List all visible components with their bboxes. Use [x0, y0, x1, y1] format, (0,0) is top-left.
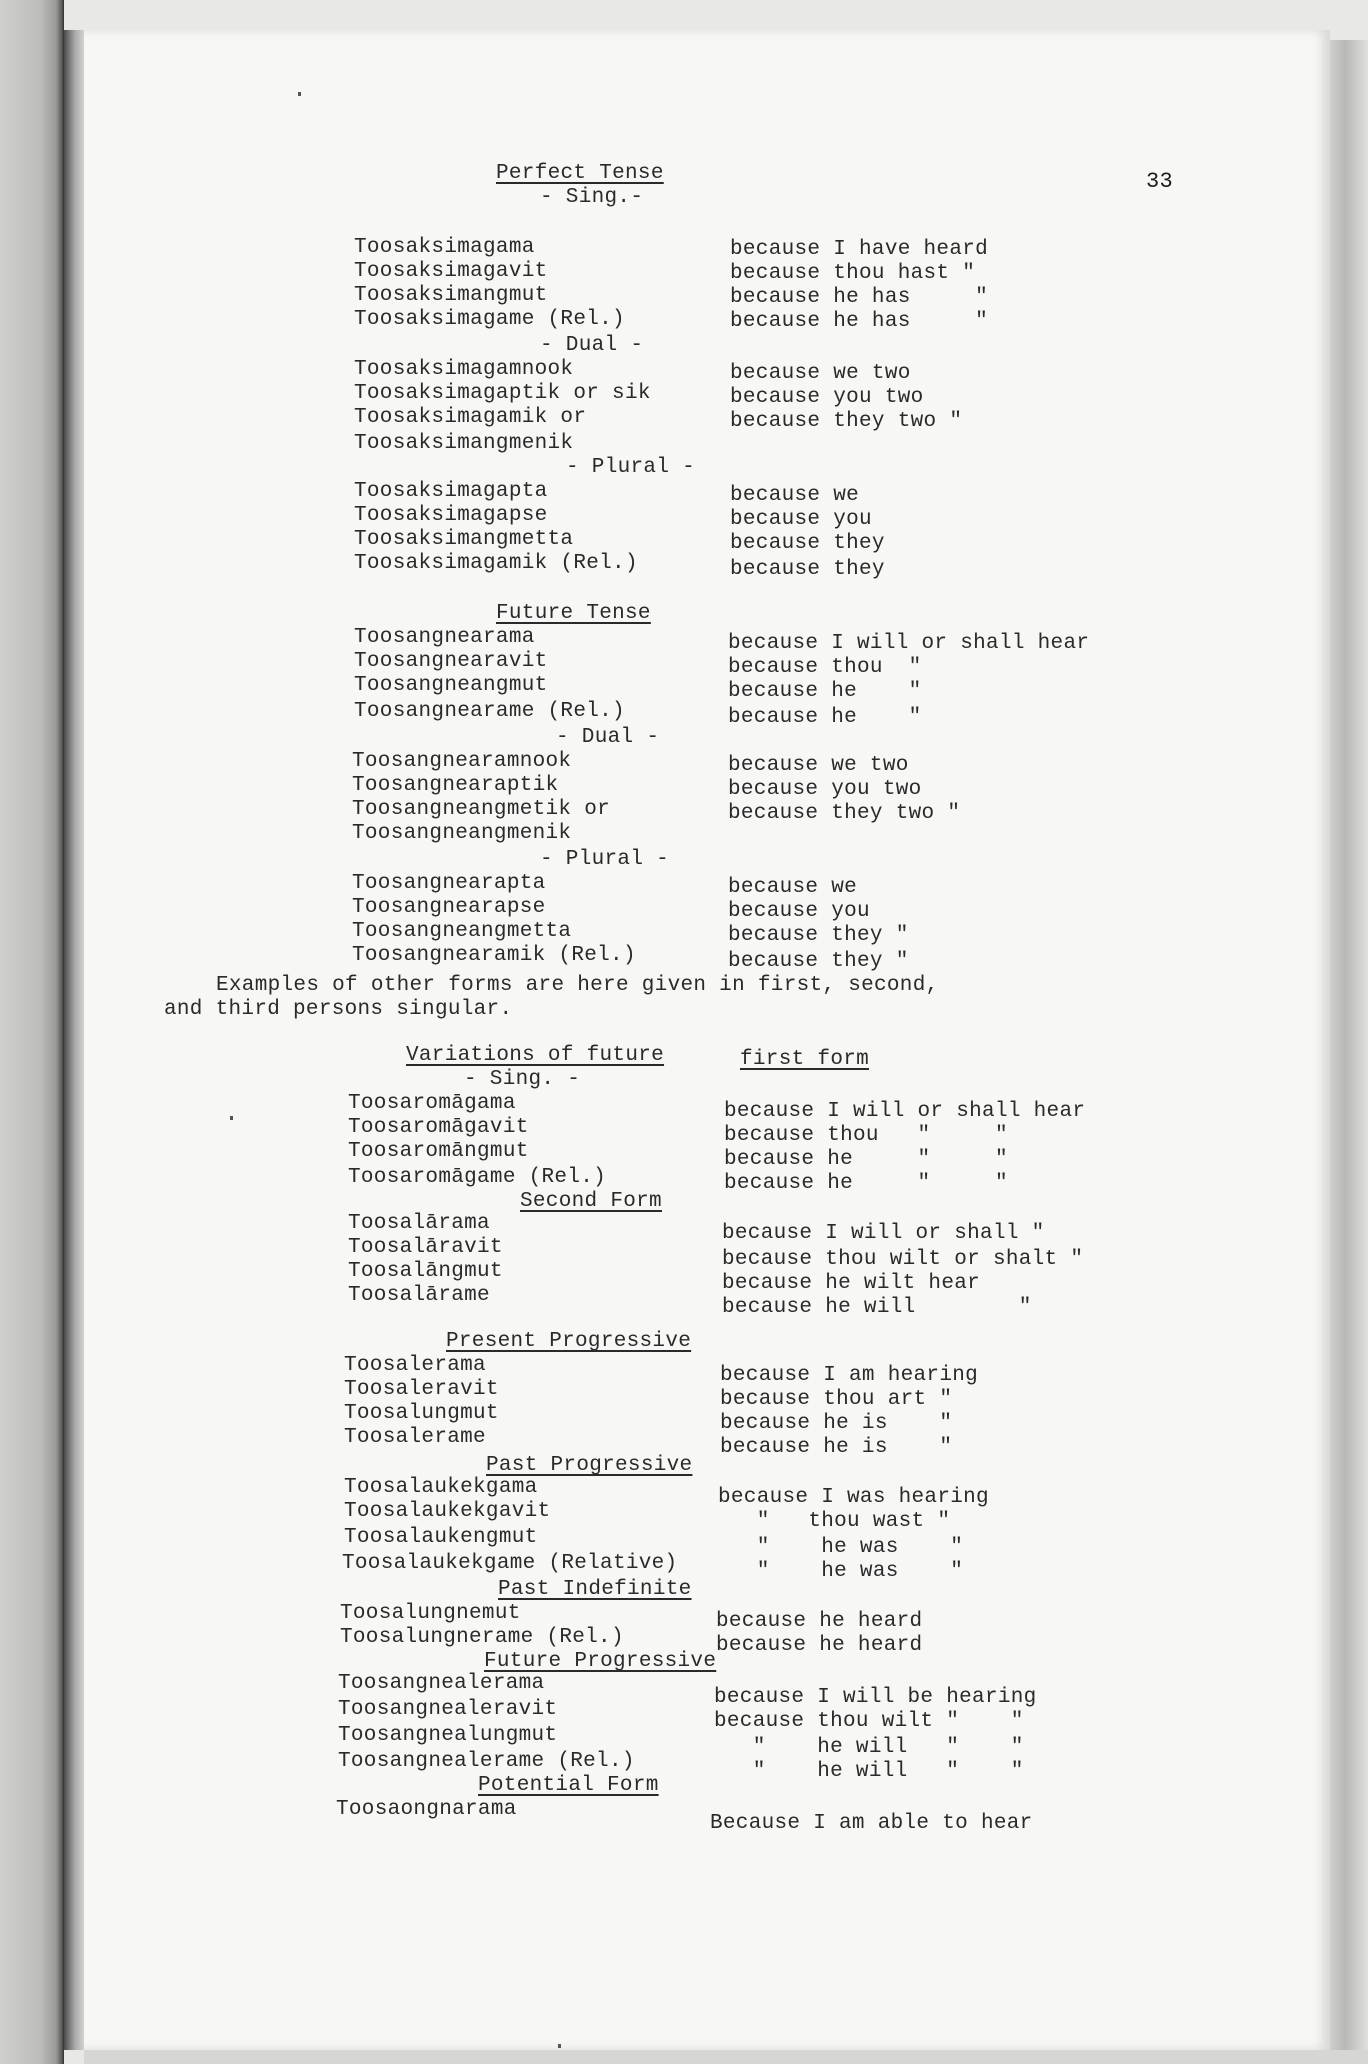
- subheading: - Plural -: [566, 456, 696, 479]
- verb-form: Toosangnearamnook: [352, 750, 572, 773]
- translation: because I will or shall hear: [724, 1100, 1086, 1123]
- translation: because he will ": [722, 1296, 1032, 1319]
- scanner-left-margin: [0, 0, 64, 2064]
- section-title: first form: [740, 1048, 870, 1071]
- verb-form: Toosalungnemut: [340, 1602, 521, 1625]
- verb-form: Toosalerama: [344, 1354, 486, 1377]
- section-title: Present Progressive: [446, 1330, 692, 1353]
- verb-form: Toosaongnarama: [336, 1798, 517, 1821]
- page-stack-edge: [1330, 40, 1368, 2050]
- translation: " he was ": [718, 1560, 964, 1583]
- section-title: Past Progressive: [486, 1454, 693, 1477]
- verb-form: Toosaksimagama: [354, 236, 535, 259]
- verb-form: Toosangnealungmut: [338, 1724, 558, 1747]
- section-title: Perfect Tense: [496, 162, 664, 185]
- translation: because I was hearing: [718, 1486, 989, 1509]
- speck: [230, 1116, 233, 1120]
- speck: [298, 92, 301, 96]
- translation: because thou hast ": [730, 262, 976, 285]
- verb-form: Toosaromāngmut: [348, 1140, 529, 1163]
- verb-form: Toosalungnerame (Rel.): [340, 1626, 624, 1649]
- section-title: Potential Form: [478, 1774, 659, 1797]
- subheading: - Dual -: [556, 726, 660, 749]
- translation: because he " ": [724, 1172, 1008, 1195]
- verb-form: Toosaleravit: [344, 1378, 499, 1401]
- verb-form: Toosalaukengmut: [344, 1526, 538, 1549]
- subheading: - Sing. -: [464, 1068, 581, 1091]
- verb-form: Toosaksimagapse: [354, 504, 548, 527]
- speck: [558, 2044, 561, 2048]
- translation: because thou art ": [720, 1388, 953, 1411]
- verb-form: Toosaksimagapta: [354, 480, 548, 503]
- verb-form: Toosaromāgame (Rel.): [348, 1166, 607, 1189]
- paragraph-line: and third persons singular.: [164, 998, 513, 1021]
- translation: because he has ": [730, 286, 989, 309]
- verb-form: Toosalāravit: [348, 1236, 503, 1259]
- verb-form: Toosangnearame (Rel.): [354, 700, 625, 723]
- page-bottom-edge: [84, 2050, 1368, 2064]
- book-spine-shadow: [64, 30, 86, 2050]
- translation: because thou wilt or shalt ": [722, 1248, 1084, 1271]
- section-title: Past Indefinite: [498, 1578, 692, 1601]
- verb-form: Toosaromāgama: [348, 1092, 516, 1115]
- verb-form: Toosalāngmut: [348, 1260, 503, 1283]
- verb-form: Toosangnealeravit: [338, 1698, 558, 1721]
- translation: because you: [728, 900, 870, 923]
- verb-form: Toosangneangmut: [354, 674, 548, 697]
- verb-form: Toosangnearamik (Rel.): [352, 944, 636, 967]
- translation: because you two: [730, 386, 924, 409]
- subheading: - Dual -: [540, 334, 644, 357]
- translation: because I am hearing: [720, 1364, 979, 1387]
- translation: because they ": [728, 950, 909, 973]
- section-title: Future Progressive: [484, 1650, 717, 1673]
- translation: because he heard: [716, 1634, 923, 1657]
- translation: " thou wast ": [718, 1510, 951, 1533]
- translation: " he will " ": [714, 1736, 1024, 1759]
- verb-form: Toosaksimagame (Rel.): [354, 308, 625, 331]
- translation: because I will be hearing: [714, 1686, 1037, 1709]
- verb-form: Toosangnealerama: [338, 1672, 545, 1695]
- verb-form: Toosangnearama: [354, 626, 535, 649]
- verb-form: Toosalerame: [344, 1426, 486, 1449]
- verb-form: Toosaksimagavit: [354, 260, 548, 283]
- translation: because we: [728, 876, 858, 899]
- translation: because we two: [728, 754, 909, 777]
- verb-form: Toosaksimagamnook: [354, 358, 574, 381]
- translation: because they two ": [730, 410, 963, 433]
- translation: " he will " ": [714, 1760, 1024, 1783]
- translation: because they: [730, 558, 885, 581]
- subheading: - Plural -: [540, 848, 670, 871]
- translation: because you: [730, 508, 872, 531]
- verb-form: Toosalaukekgama: [344, 1476, 538, 1499]
- verb-form: Toosaksimagaptik or sik: [354, 382, 651, 405]
- verb-form: Toosangnearavit: [354, 650, 548, 673]
- verb-form: Toosangnearapse: [352, 896, 546, 919]
- verb-form: Toosaksimangmetta: [354, 528, 574, 551]
- translation: because I have heard: [730, 238, 989, 261]
- translation: because he is ": [720, 1436, 953, 1459]
- verb-form: Toosangnearapta: [352, 872, 546, 895]
- paragraph-line: Examples of other forms are here given in first, second,: [216, 974, 939, 997]
- translation: because he " ": [724, 1148, 1008, 1171]
- translation: because he wilt hear: [722, 1272, 981, 1295]
- document-page: [84, 30, 1330, 2050]
- verb-form: Toosaromāgavit: [348, 1116, 529, 1139]
- translation: because he has ": [730, 310, 989, 333]
- translation: because he ": [728, 706, 922, 729]
- translation: because they two ": [728, 802, 961, 825]
- verb-form: Toosalaukekgavit: [344, 1500, 551, 1523]
- verb-form: Toosangnearaptik: [352, 774, 559, 797]
- translation: because they: [730, 532, 885, 555]
- translation: because we: [730, 484, 860, 507]
- verb-form: Toosaksimangmut: [354, 284, 548, 307]
- section-title: Variations of future: [406, 1044, 665, 1067]
- verb-form: Toosangneangmenik: [352, 822, 572, 845]
- translation: because we two: [730, 362, 911, 385]
- translation: because you two: [728, 778, 922, 801]
- verb-form: Toosaksimagamik or: [354, 406, 587, 429]
- translation: Because I am able to hear: [710, 1812, 1033, 1835]
- verb-form: Toosaksimagamik (Rel.): [354, 552, 638, 575]
- translation: because he is ": [720, 1412, 953, 1435]
- translation: because he heard: [716, 1610, 923, 1633]
- translation: because I will or shall ": [722, 1222, 1045, 1245]
- translation: because they ": [728, 924, 909, 947]
- verb-form: Toosalārama: [348, 1212, 490, 1235]
- translation: because thou " ": [724, 1124, 1008, 1147]
- verb-form: Toosangneangmetik or: [352, 798, 611, 821]
- verb-form: Toosalungmut: [344, 1402, 499, 1425]
- translation: " he was ": [718, 1536, 964, 1559]
- verb-form: Toosangneangmetta: [352, 920, 572, 943]
- translation: because I will or shall hear: [728, 632, 1090, 655]
- page-number: 33: [1146, 169, 1174, 194]
- section-title: Future Tense: [496, 602, 651, 625]
- translation: because thou wilt " ": [714, 1710, 1024, 1733]
- subheading: - Sing.-: [540, 186, 644, 209]
- translation: because thou ": [728, 656, 922, 679]
- verb-form: Toosalārame: [348, 1284, 490, 1307]
- verb-form: Toosaksimangmenik: [354, 432, 574, 455]
- verb-form: Toosangnealerame (Rel.): [338, 1750, 635, 1773]
- translation: because he ": [728, 680, 922, 703]
- verb-form: Toosalaukekgame (Relative): [342, 1552, 678, 1575]
- section-title: Second Form: [520, 1190, 662, 1213]
